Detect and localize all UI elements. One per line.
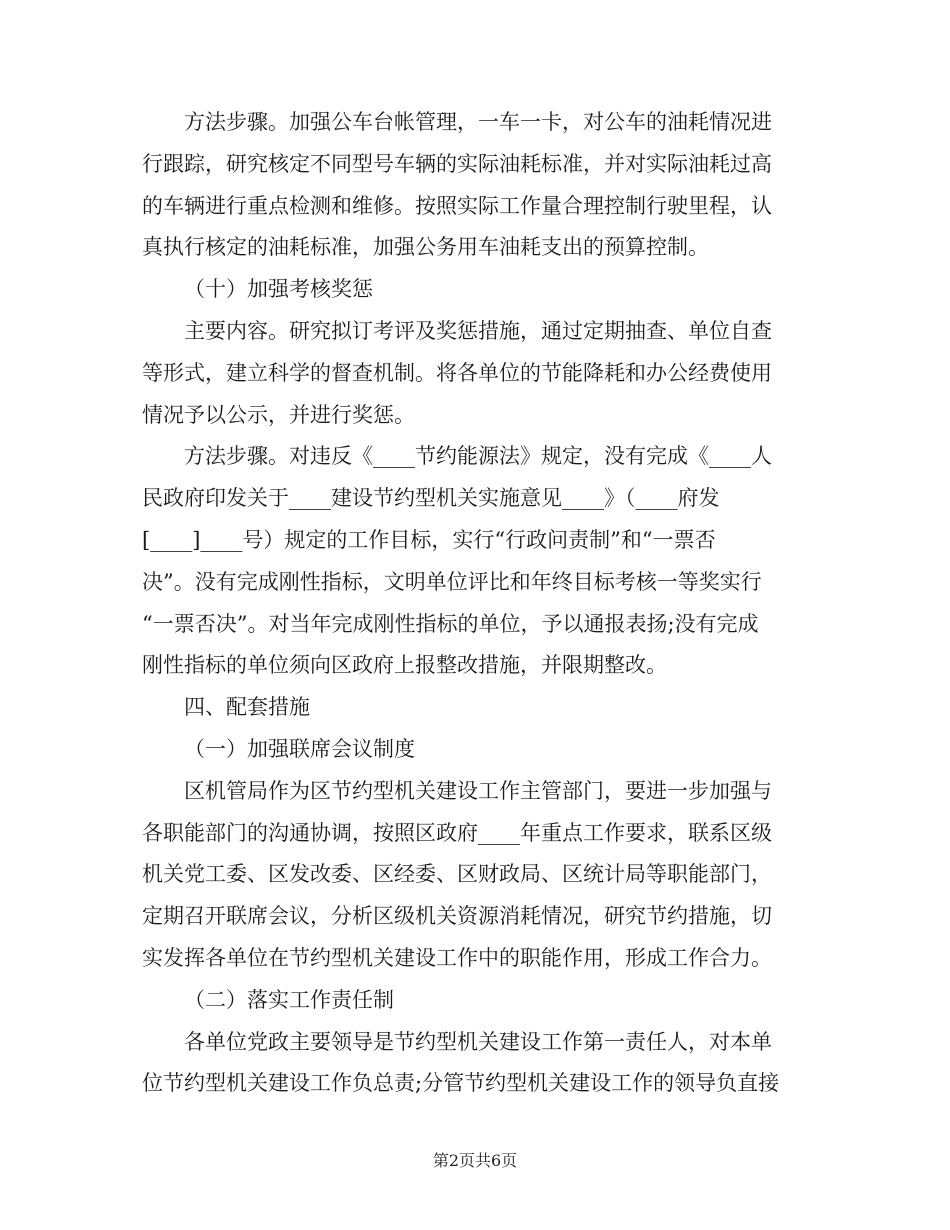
text-line: 刚性指标的单位须向区政府上报整改措施，并限期整改。 [142, 653, 667, 678]
text-line: 决”。没有完成刚性指标，文明单位评比和年终目标考核一等奖实行 [142, 569, 762, 594]
text-line: 定期召开联席会议，分析区级机关资源消耗情况，研究节约措施，切 [142, 904, 772, 929]
text-line: 各职能部门的沟通协调，按照区政府____年重点工作要求，联系区级 [142, 820, 772, 845]
text-line: 情况予以公示，并进行奖惩。 [142, 402, 415, 427]
document-body [142, 102, 814, 1105]
text-line: 等形式，建立科学的督查机制。将各单位的节能降耗和办公经费使用 [142, 360, 772, 385]
text-line: 各单位党政主要领导是节约型机关建设工作第一责任人，对本单 [184, 1029, 772, 1054]
text-line: 机关党工委、区发改委、区经委、区财政局、区统计局等职能部门， [142, 862, 772, 887]
text-line: 行跟踪，研究核定不同型号车辆的实际油耗标准，并对实际油耗过高 [142, 151, 772, 176]
text-line: 区机管局作为区节约型机关建设工作主管部门，要进一步加强与 [184, 778, 772, 803]
text-line: 真执行核定的油耗标准，加强公务用车油耗支出的预算控制。 [142, 235, 709, 260]
text-line: 方法步骤。加强公车台帐管理，一车一卡，对公车的油耗情况进 [184, 110, 772, 134]
text-line: 实发挥各单位在节约型机关建设工作中的职能作用，形成工作合力。 [142, 945, 772, 970]
section-heading: （十）加强考核奖惩 [184, 277, 373, 302]
subsection-heading: （二）落实工作责任制 [184, 987, 394, 1012]
text-line: 的车辆进行重点检测和维修。按照实际工作量合理控制行驶里程，认 [142, 193, 772, 218]
subsection-heading: （一）加强联席会议制度 [184, 736, 415, 761]
text-line: 方法步骤。对违反《____节约能源法》规定，没有完成《____人 [184, 444, 772, 469]
text-line: 民政府印发关于____建设节约型机关实施意见____》（____府发 [142, 486, 720, 511]
text-line: “一票否决”。对当年完成刚性指标的单位，予以通报表扬;没有完成 [142, 611, 759, 636]
section-heading: 四、配套措施 [184, 695, 310, 720]
text-line: 主要内容。研究拟订考评及奖惩措施，通过定期抽查、单位自查 [184, 318, 772, 343]
text-line: [____]____号）规定的工作目标，实行“行政问责制”和“一票否 [142, 527, 716, 552]
page-number-footer: 第2页共6页 [432, 1151, 518, 1170]
text-line: 位节约型机关建设工作负总责;分管节约型机关建设工作的领导负直接 [142, 1071, 780, 1096]
